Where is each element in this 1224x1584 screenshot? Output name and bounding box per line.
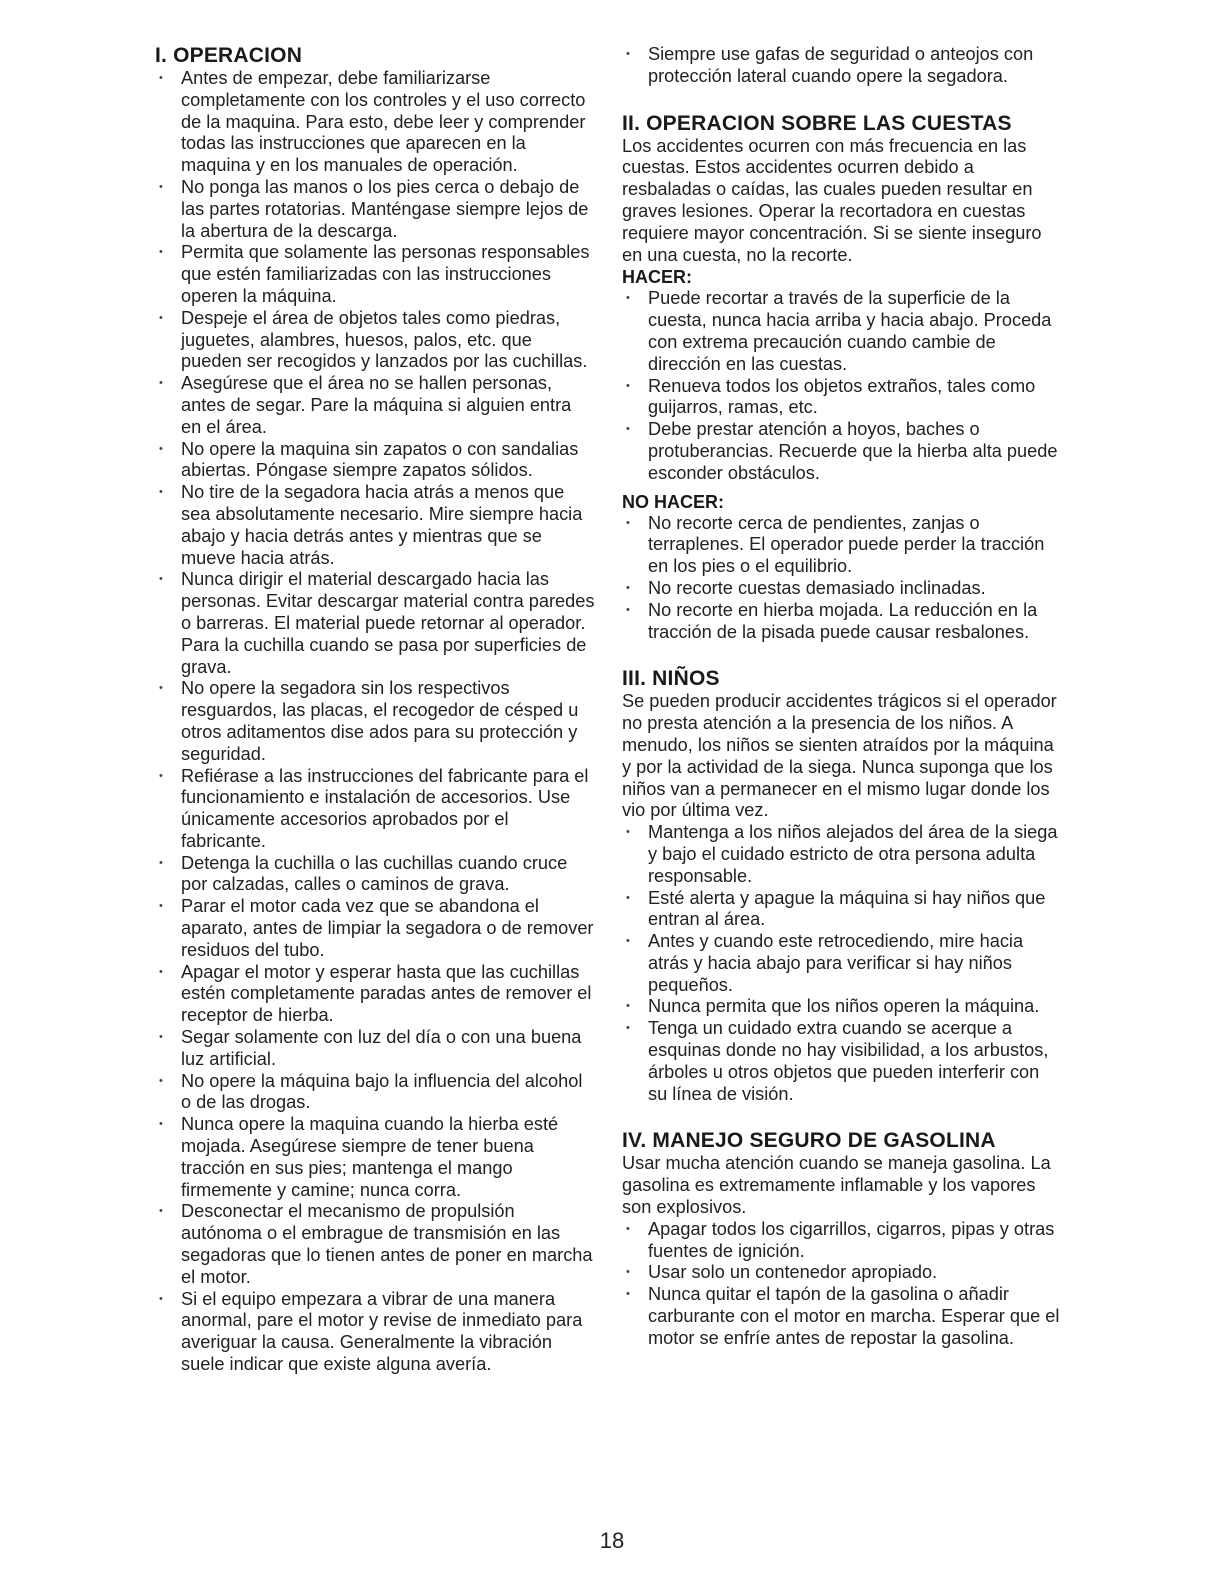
list-item: • Mantenga a los niños alejados del área de la siega y bajo el cuidado estricto de otra persona adulta responsable. <box>622 822 1062 887</box>
section-title-gasolina: IV. MANEJO SEGURO DE GASOLINA <box>622 1129 996 1153</box>
list-item: • No ponga las manos o los pies cerca o debajo de las partes rotatorias. Manténgase siempre lejos de la abertura de la descarga. <box>155 177 595 242</box>
no-hacer-list <box>622 513 1062 644</box>
section-title-operacion: I. OPERACION <box>155 44 303 67</box>
list-item: • Permita que solamente las personas responsables que estén familiarizadas con las instrucciones operen la máquina. <box>155 242 595 307</box>
list-item: • Esté alerta y apague la máquina si hay niños que entran al área. <box>622 888 1062 932</box>
hacer-list <box>622 288 1062 484</box>
list-item: • Nunca opere la maquina cuando la hierba esté mojada. Asegúrese siempre de tener buena tracción en sus pies; mantenga el mango firmemente y camine; nunca corra. <box>155 1114 595 1201</box>
operacion-list-continued <box>622 44 1062 88</box>
list-item: • Tenga un cuidado extra cuando se acerque a esquinas donde no hay visibilidad, a los arbustos, árboles u otros objetos que pueden interferir con su línea de visión. <box>622 1018 1062 1105</box>
list-item: • No tire de la segadora hacia atrás a menos que sea absolutamente necesario. Mire siempre hacia abajo y hacia detrás antes y mientras que se mueve hacia atrás. <box>155 482 595 569</box>
list-item: • No recorte en hierba mojada. La reducción en la tracción de la pisada puede causar resbalones. <box>622 600 1062 644</box>
list-item: • No opere la máquina bajo la influencia del alcohol o de las drogas. <box>155 1071 595 1115</box>
list-item: • Segar solamente con luz del día o con una buena luz artificial. <box>155 1027 595 1071</box>
section-title-cuestas: II. OPERACION SOBRE LAS CUESTAS <box>622 111 1012 135</box>
list-item: • Siempre use gafas de seguridad o anteojos con protección lateral cuando opere la segadora. <box>622 44 1062 88</box>
list-item: • Antes de empezar, debe familiarizarse completamente con los controles y el uso correcto de la maquina. Para esto, debe leer y comprender todas las instrucciones que aparecen en la maquina y en los manuales de operación. <box>155 68 595 177</box>
list-item: • Despeje el área de objetos tales como piedras, juguetes, alambres, huesos, palos, etc. que pueden ser recogidos y lanzados por las cuchillas. <box>155 308 595 373</box>
ninos-intro: Se pueden producir accidentes trágicos si el operador no presta atención a la presencia de los niños. A menudo, los niños se sienten atraídos por la máquina y por la actividad de la siega. Nunca suponga que los niños van a permanecer en el mismo lugar donde los vio por última vez. <box>622 691 1057 821</box>
left-column <box>155 44 595 1376</box>
list-item: • No recorte cerca de pendientes, zanjas o terraplenes. El operador puede perder la tracción en los pies o el equilibrio. <box>622 513 1062 578</box>
page-number: 18 <box>599 1528 625 1553</box>
list-item: • Usar solo un contenedor apropiado. <box>622 1262 1062 1284</box>
list-item: • No recorte cuestas demasiado inclinadas. <box>622 578 1062 600</box>
list-item: • Asegúrese que el área no se hallen personas, antes de segar. Pare la máquina si alguien entra en el área. <box>155 373 595 438</box>
list-item: • Refiérase a las instrucciones del fabricante para el funcionamiento e instalación de accesorios. Use únicamente accesorios aprobados por el fabricante. <box>155 766 595 853</box>
list-item: • Si el equipo empezara a vibrar de una manera anormal, pare el motor y revise de inmediato para averiguar la causa. Generalmente la vibración suele indicar que existe alguna avería. <box>155 1289 595 1376</box>
list-item: • No opere la maquina sin zapatos o con sandalias abiertas. Póngase siempre zapatos sólidos. <box>155 439 595 483</box>
list-item: • Nunca dirigir el material descargado hacia las personas. Evitar descargar material contra paredes o barreras. El material puede retornar al operador. Para la cuchilla cuando se pasa por superficies de grava. <box>155 569 595 678</box>
list-item: • Puede recortar a través de la superficie de la cuesta, nunca hacia arriba y hacia abajo. Proceda con extrema precaución cuando cambie de dirección en las cuestas. <box>622 288 1062 375</box>
list-item: • No opere la segadora sin los respectivos resguardos, las placas, el recogedor de césped u otros aditamentos dise ados para su protección y seguridad. <box>155 678 595 765</box>
hacer-heading: HACER: <box>622 267 692 288</box>
right-column <box>622 44 1062 1350</box>
list-item: • Desconectar el mecanismo de propulsión autónoma o el embrague de transmisión en las segadoras que lo tienen antes de poner en marcha el motor. <box>155 1201 595 1288</box>
list-item: • Renueva todos los objetos extraños, tales como guijarros, ramas, etc. <box>622 376 1062 420</box>
list-item: • Parar el motor cada vez que se abandona el aparato, antes de limpiar la segadora o de remover residuos del tubo. <box>155 896 595 961</box>
cuestas-intro: Los accidentes ocurren con más frecuencia en las cuestas. Estos accidentes ocurren debido a resbaladas o caídas, las cuales pueden resultar en graves lesiones. Operar la recortadora en cuestas requiere mayor concentración. Si se siente inseguro en una cuesta, no la recorte. <box>622 135 1042 265</box>
list-item: • Detenga la cuchilla o las cuchillas cuando cruce por calzadas, calles o caminos de grava. <box>155 853 595 897</box>
gasolina-intro: Usar mucha atención cuando se maneja gasolina. La gasolina es extremamente inflamable y los vapores son explosivos. <box>622 1153 1051 1218</box>
list-item: • Debe prestar atención a hoyos, baches o protuberancias. Recuerde que la hierba alta puede esconder obstáculos. <box>622 419 1062 484</box>
list-item: • Nunca permita que los niños operen la máquina. <box>622 996 1062 1018</box>
operacion-list <box>155 68 595 1376</box>
ninos-list <box>622 822 1062 1105</box>
list-item: • Apagar todos los cigarrillos, cigarros, pipas y otras fuentes de ignición. <box>622 1219 1062 1263</box>
list-item: • Nunca quitar el tapón de la gasolina o añadir carburante con el motor en marcha. Esperar que el motor se enfríe antes de repostar la gasolina. <box>622 1284 1062 1349</box>
no-hacer-heading: NO HACER: <box>622 491 724 512</box>
list-item: • Apagar el motor y esperar hasta que las cuchillas estén completamente paradas antes de remover el receptor de hierba. <box>155 962 595 1027</box>
gasolina-list <box>622 1219 1062 1350</box>
list-item: • Antes y cuando este retrocediendo, mire hacia atrás y hacia abajo para verificar si hay niños pequeños. <box>622 931 1062 996</box>
section-title-ninos: III. NIÑOS <box>622 667 720 691</box>
